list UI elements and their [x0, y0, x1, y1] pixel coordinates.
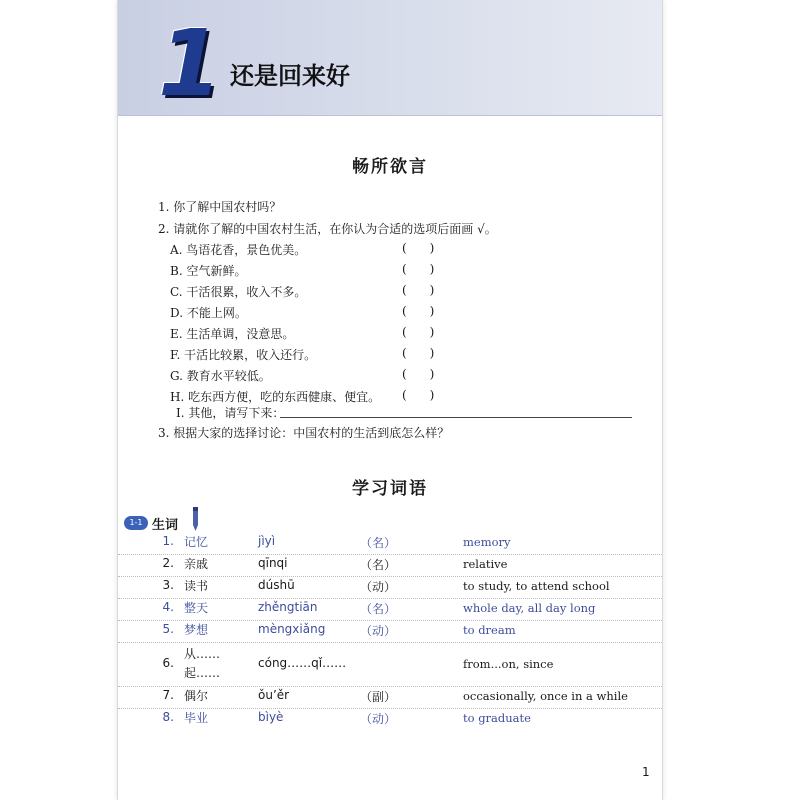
- vocab-word: 偶尔: [184, 689, 209, 703]
- vocab-word: 梦想: [184, 623, 209, 637]
- vocab-english: to dream: [463, 623, 516, 637]
- option-b: B. 空气新鲜。: [170, 264, 247, 278]
- vocab-number: 3.: [162, 578, 174, 592]
- vocab-pos: （动）: [360, 624, 397, 638]
- vocab-row: [118, 708, 662, 730]
- vocab-word: 整天: [184, 601, 209, 615]
- option-e: E. 生活单调，没意思。: [170, 327, 295, 341]
- option-f-checkbox: ( ): [402, 346, 435, 360]
- vocab-pinyin: dúshū: [258, 578, 295, 592]
- vocab-pinyin: qīnqi: [258, 556, 288, 570]
- vocab-row: [118, 576, 662, 599]
- vocab-english: to graduate: [463, 711, 531, 725]
- option-b-checkbox: ( ): [402, 262, 435, 276]
- vocab-pinyin: ǒu’ěr: [258, 688, 290, 702]
- vocab-row: [118, 532, 662, 555]
- option-h: H. 吃东西方便，吃的东西健康、便宜。: [170, 390, 381, 404]
- vocab-pos: （副）: [360, 690, 397, 704]
- vocab-pinyin: mèngxiǎng: [258, 622, 326, 636]
- vocab-row: [118, 554, 662, 577]
- option-g-checkbox: ( ): [402, 367, 435, 381]
- vocab-number: 4.: [162, 600, 174, 614]
- vocab-pos: （名）: [360, 602, 397, 616]
- vocab-row: [118, 620, 662, 643]
- vocab-pinyin: bìyè: [258, 710, 284, 724]
- question-2: 2. 请就你了解的中国农村生活，在你认为合适的选项后面画 √。: [158, 222, 497, 236]
- vocab-title: 学习词语: [352, 479, 428, 499]
- lesson-banner: [118, 0, 662, 116]
- vocab-number: 8.: [162, 710, 174, 724]
- option-f: F. 干活比较累，收入还行。: [170, 348, 317, 362]
- option-e-checkbox: ( ): [402, 325, 435, 339]
- lesson-number: 1: [158, 10, 223, 117]
- vocab-pos: （动）: [360, 580, 397, 594]
- vocab-pos: （名）: [360, 536, 397, 550]
- option-other: I. 其他，请写下来：: [176, 406, 285, 420]
- option-a-checkbox: ( ): [402, 241, 435, 255]
- vocab-english: relative: [463, 557, 508, 571]
- vocab-english: to study, to attend school: [463, 579, 610, 593]
- textbook-page: [118, 0, 662, 800]
- vocab-word: 记忆: [184, 535, 209, 549]
- option-d: D. 不能上网。: [170, 306, 247, 320]
- vocab-english: memory: [463, 535, 511, 549]
- vocab-number: 2.: [162, 556, 174, 570]
- vocab-row: [118, 686, 662, 709]
- lesson-title: 还是回来好: [230, 62, 350, 90]
- vocab-pinyin: jìyì: [258, 534, 276, 548]
- vocab-word: 从……: [184, 647, 221, 661]
- vocab-row: [118, 598, 662, 621]
- warmup-title: 畅所欲言: [352, 157, 428, 177]
- vocab-number: 6.: [162, 656, 174, 670]
- option-h-checkbox: ( ): [402, 388, 435, 402]
- vocab-header: [118, 512, 218, 534]
- vocab-word: 亲戚: [184, 557, 209, 571]
- write-in-line: [280, 417, 632, 418]
- vocab-english: occasionally, once in a while: [463, 689, 628, 703]
- vocab-number: 1.: [162, 534, 174, 548]
- vocab-word: 读书: [184, 579, 209, 593]
- audio-track-badge: 1-1: [124, 516, 148, 530]
- option-c-checkbox: ( ): [402, 283, 435, 297]
- option-c: C. 干活很累，收入不多。: [170, 285, 307, 299]
- vocab-word-part2: 起……: [184, 666, 221, 680]
- vocab-row: [118, 642, 662, 687]
- option-d-checkbox: ( ): [402, 304, 435, 318]
- vocab-english: from...on, since: [463, 657, 554, 671]
- vocab-pinyin: zhěngtiān: [258, 600, 318, 614]
- question-3: 3. 根据大家的选择讨论：中国农村的生活到底怎么样？: [158, 426, 450, 440]
- option-g: G. 教育水平较低。: [170, 369, 271, 383]
- option-a: A. 鸟语花香，景色优美。: [170, 243, 307, 257]
- vocab-pos: （动）: [360, 712, 397, 726]
- page-number: 1: [642, 765, 650, 779]
- vocab-number: 7.: [162, 688, 174, 702]
- vocab-word: 毕业: [184, 711, 209, 725]
- vocab-number: 5.: [162, 622, 174, 636]
- vocab-label: 生词: [152, 518, 179, 533]
- vocab-english: whole day, all day long: [463, 601, 596, 615]
- pen-icon: [190, 506, 200, 532]
- vocab-pinyin: cóng……qǐ……: [258, 656, 347, 670]
- question-1: 1. 你了解中国农村吗？: [158, 200, 282, 214]
- vocab-pos: （名）: [360, 558, 397, 572]
